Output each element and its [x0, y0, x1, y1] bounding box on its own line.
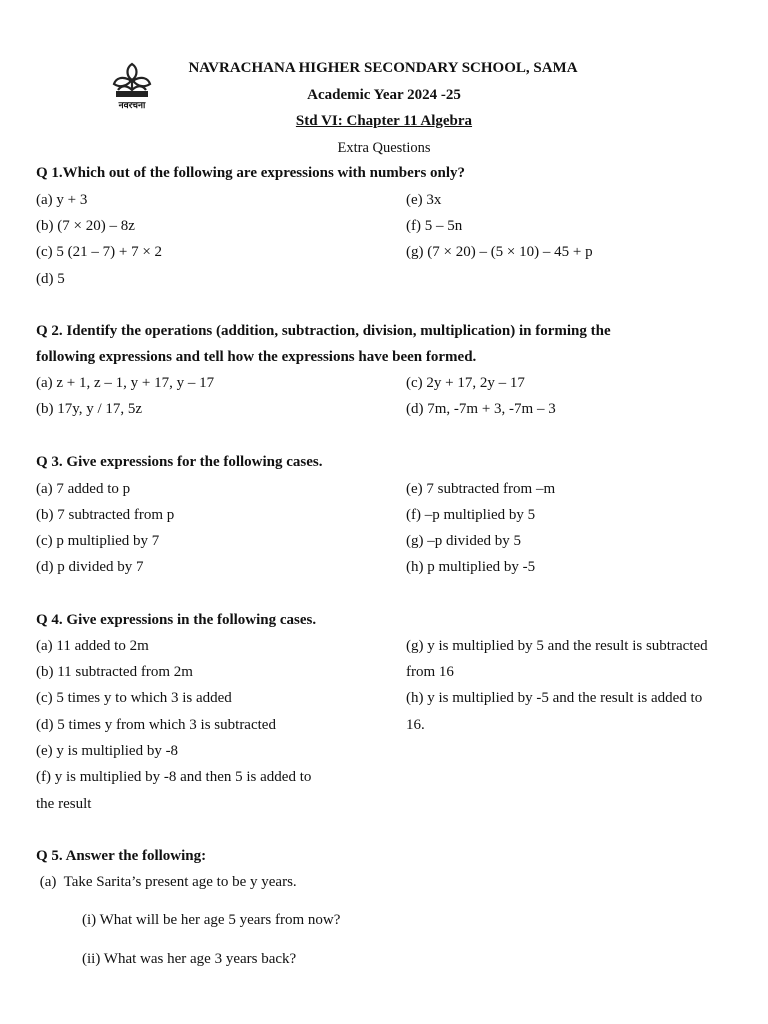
q4-option-e: (e) y is multiplied by -8 — [36, 743, 179, 759]
q4-option-d: (d) 5 times y from which 3 is subtracted — [36, 717, 276, 733]
q4-option-f-line-1: (f) y is multiplied by -8 and then 5 is added to — [36, 769, 312, 785]
q4-option-g-line-2: from 16 — [406, 664, 454, 680]
q4-option-a: (a) 11 added to 2m — [36, 638, 149, 654]
q4-option-g-line-1: (g) y is multiplied by 5 and the result is subtracted — [406, 638, 708, 654]
q1-option-e: (e) 3x — [406, 192, 442, 208]
q3-option-a: (a) 7 added to p — [36, 481, 131, 497]
q2-option-b: (b) 17y, y / 17, 5z — [36, 401, 143, 417]
q2-option-d: (d) 7m, -7m + 3, -7m – 3 — [406, 401, 556, 417]
q3-option-g: (g) –p divided by 5 — [406, 533, 521, 549]
q4-option-b: (b) 11 subtracted from 2m — [36, 664, 193, 680]
q1-option-a: (a) y + 3 — [36, 192, 88, 208]
q1-option-c: (c) 5 (21 – 7) + 7 × 2 — [36, 244, 163, 260]
q3-option-h: (h) p multiplied by -5 — [406, 559, 536, 575]
question-5-title: Q 5. Answer the following: — [36, 848, 207, 864]
subtitle: Extra Questions — [337, 140, 431, 156]
question-2-title-line-1: Q 2. Identify the operations (addition, subtraction, division, multiplication) in forming the — [36, 323, 611, 339]
q3-option-e: (e) 7 subtracted from –m — [406, 481, 556, 497]
q1-option-b: (b) (7 × 20) – 8z — [36, 218, 135, 234]
question-1-title: Q 1.Which out of the following are expressions with numbers only? — [36, 165, 466, 181]
question-3-title: Q 3. Give expressions for the following cases. — [36, 454, 323, 470]
q3-option-d: (d) p divided by 7 — [36, 559, 144, 575]
q3-option-b: (b) 7 subtracted from p — [36, 507, 175, 523]
q5-part-ii: (ii) What was her age 3 years back? — [82, 951, 297, 967]
academic-year: Academic Year 2024 -25 — [307, 87, 461, 103]
q2-option-a: (a) z + 1, z – 1, y + 17, y – 17 — [36, 375, 215, 391]
q4-option-f-line-2: the result — [36, 796, 92, 812]
q4-option-h-line-1: (h) y is multiplied by -5 and the result is added to — [406, 690, 703, 706]
q3-option-f: (f) –p multiplied by 5 — [406, 507, 536, 523]
chapter-title: Std VI: Chapter 11 Algebra — [295, 113, 473, 129]
q4-option-c: (c) 5 times y to which 3 is added — [36, 690, 232, 706]
q1-option-f: (f) 5 – 5n — [406, 218, 463, 234]
question-4-title: Q 4. Give expressions in the following cases. — [36, 612, 317, 628]
q5-part-i: (i) What will be her age 5 years from now? — [82, 912, 341, 928]
q4-option-h-line-2: 16. — [406, 717, 425, 733]
q2-option-c: (c) 2y + 17, 2y – 17 — [406, 375, 525, 391]
q3-option-c: (c) p multiplied by 7 — [36, 533, 160, 549]
q1-option-g: (g) (7 × 20) – (5 × 10) – 45 + p — [406, 244, 593, 260]
logo-text: नवरचना — [118, 101, 146, 111]
q5-part-a: (a) Take Sarita’s present age to be y years. — [36, 874, 297, 890]
q1-option-d: (d) 5 — [36, 271, 65, 287]
question-2-title-line-2: following expressions and tell how the expressions have been formed. — [36, 349, 477, 365]
school-name: NAVRACHANA HIGHER SECONDARY SCHOOL, SAMA — [188, 60, 578, 76]
